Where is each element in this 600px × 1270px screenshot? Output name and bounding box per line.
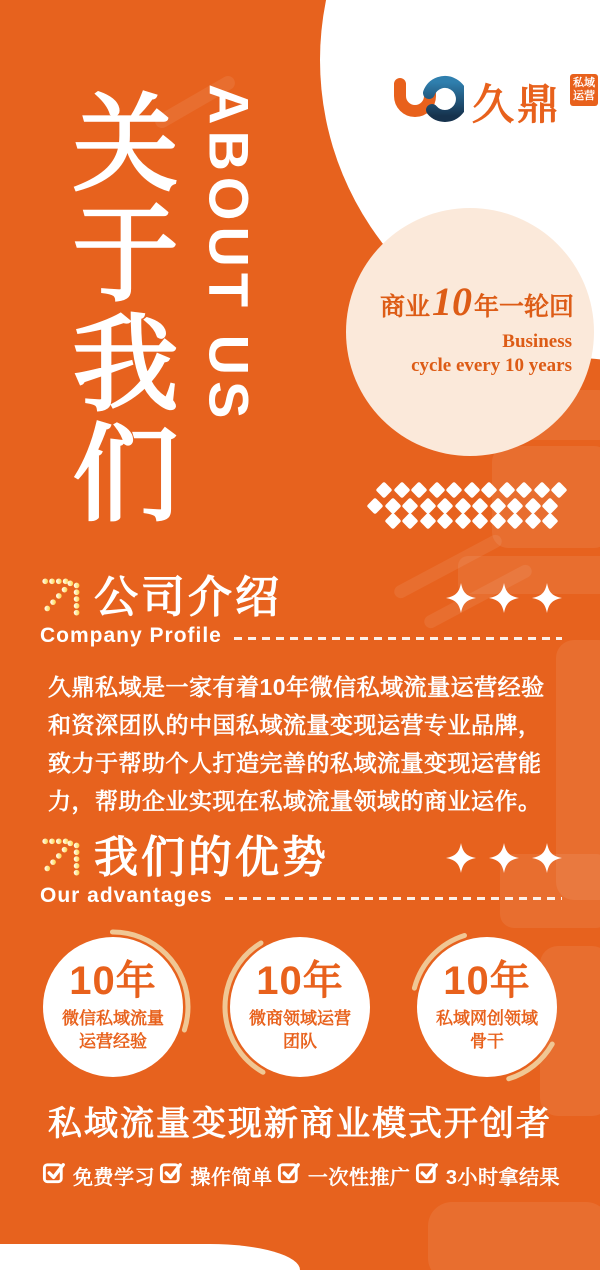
bubble-subtitle-line1: Business: [502, 331, 572, 353]
diamond-icon: [419, 497, 436, 514]
bottom-white-curve: [0, 1244, 300, 1270]
diamond-icon: [542, 497, 559, 514]
section-subtitle: Our advantages: [40, 884, 213, 908]
diamond-icon: [384, 513, 401, 530]
diamond-icon: [533, 482, 550, 499]
hero-title-en: ABOUT US: [197, 84, 261, 425]
diamond-icon: [411, 482, 428, 499]
business-cycle-bubble: [346, 208, 594, 456]
jd-logo-icon: [388, 74, 464, 135]
advantage-years: 10年: [69, 958, 157, 1003]
diamond-icon: [454, 497, 471, 514]
sparkle-icon: [446, 843, 476, 873]
advantage-badge: [34, 928, 192, 1086]
feature-label: 一次性推广: [307, 1166, 411, 1189]
diamond-icon: [463, 482, 480, 499]
diamond-icon: [489, 497, 506, 514]
section-title: 公司介绍: [94, 573, 282, 622]
checkbox-icon: [159, 1160, 184, 1190]
ghost-shape: [428, 1202, 600, 1270]
features-row: [42, 1160, 560, 1190]
feature-item: [415, 1160, 560, 1190]
diamond-icon: [472, 513, 489, 530]
bubble-subtitle: [411, 330, 572, 378]
advantage-badge: [221, 928, 379, 1086]
bubble-title-pre: 商业: [379, 294, 430, 322]
diamond-icon: [507, 497, 524, 514]
diamond-icon: [428, 482, 445, 499]
advantage-label: 微信私域流量 运营经验: [62, 1008, 164, 1051]
sparkles: [446, 583, 562, 613]
diamond-icon: [489, 513, 506, 530]
feature-item: [42, 1160, 155, 1190]
sparkle-icon: [489, 843, 519, 873]
diamond-icon: [551, 482, 568, 499]
diamond-icon: [437, 513, 454, 530]
sparkle-icon: [532, 583, 562, 613]
company-logo: [388, 74, 598, 135]
checkbox-icon: [277, 1160, 302, 1190]
advantage-label: 微商领域运营 团队: [249, 1008, 351, 1051]
sparkle-icon: [489, 583, 519, 613]
tagline: 私域流量变现新商业模式开创者: [48, 1105, 552, 1143]
diamond-icon: [472, 497, 489, 514]
sparkle-icon: [446, 583, 476, 613]
advantage-years: 10年: [256, 958, 344, 1003]
feature-label: 操作简单: [190, 1166, 273, 1189]
sparkles: [446, 843, 562, 873]
checkbox-icon: [42, 1160, 67, 1190]
sparkle-icon: [532, 843, 562, 873]
advantage-label: 私域网创领域 骨干: [436, 1008, 538, 1051]
dotted-arrow-icon: [40, 835, 86, 881]
ghost-shape: [556, 640, 600, 900]
diamond-icon: [393, 482, 410, 499]
logo-badge-line1: 私域: [573, 77, 596, 89]
checkbox-icon: [415, 1160, 440, 1190]
section-title: 我们的优势: [94, 833, 329, 882]
dashed-divider: [225, 897, 562, 900]
diamond-icon: [384, 497, 401, 514]
diamond-icon: [454, 513, 471, 530]
company-profile-body: 久鼎私域是一家有着10年微信私域流量运营经验和资深团队的中国私域流量变现运营专业品牌，致力于帮助个人打造完善的私域流量变现运营能力，帮助企业实现在私域流量领域的商业运作。: [48, 674, 545, 814]
bubble-title-post: 年一轮回: [473, 294, 574, 322]
bubble-title: [379, 279, 574, 325]
feature-label: 3小时拿结果: [445, 1166, 560, 1189]
diamond-icon: [419, 513, 436, 530]
diamond-icon: [376, 482, 393, 499]
advantage-badge: [408, 928, 566, 1086]
logo-name: 久鼎: [472, 80, 563, 128]
diamond-icon: [437, 497, 454, 514]
advantages-row: [34, 928, 566, 1086]
section-company-profile: [40, 574, 562, 648]
feature-item: [159, 1160, 272, 1190]
diamond-icon: [402, 513, 419, 530]
dashed-divider: [234, 637, 562, 640]
advantage-years: 10年: [443, 958, 531, 1003]
diamond-icon: [507, 513, 524, 530]
logo-badge: [570, 74, 598, 106]
diamond-icon: [524, 497, 541, 514]
section-our-advantages: [40, 834, 562, 908]
diamond-pattern: [378, 484, 570, 532]
diamond-icon: [367, 497, 384, 514]
logo-badge-line2: 运营: [573, 90, 596, 102]
diamond-icon: [498, 482, 515, 499]
feature-item: [277, 1160, 411, 1190]
diamond-icon: [524, 513, 541, 530]
dotted-arrow-icon: [40, 575, 86, 621]
hero-title-cn: 关于我们: [57, 88, 176, 528]
diamond-icon: [402, 497, 419, 514]
diamond-icon: [542, 513, 559, 530]
bubble-subtitle-line2: cycle every 10 years: [411, 355, 572, 376]
diamond-icon: [446, 482, 463, 499]
section-subtitle: Company Profile: [40, 624, 222, 648]
feature-label: 免费学习: [73, 1166, 155, 1189]
bubble-title-number: 10: [431, 279, 472, 325]
diamond-icon: [516, 482, 533, 499]
diamond-icon: [481, 482, 498, 499]
